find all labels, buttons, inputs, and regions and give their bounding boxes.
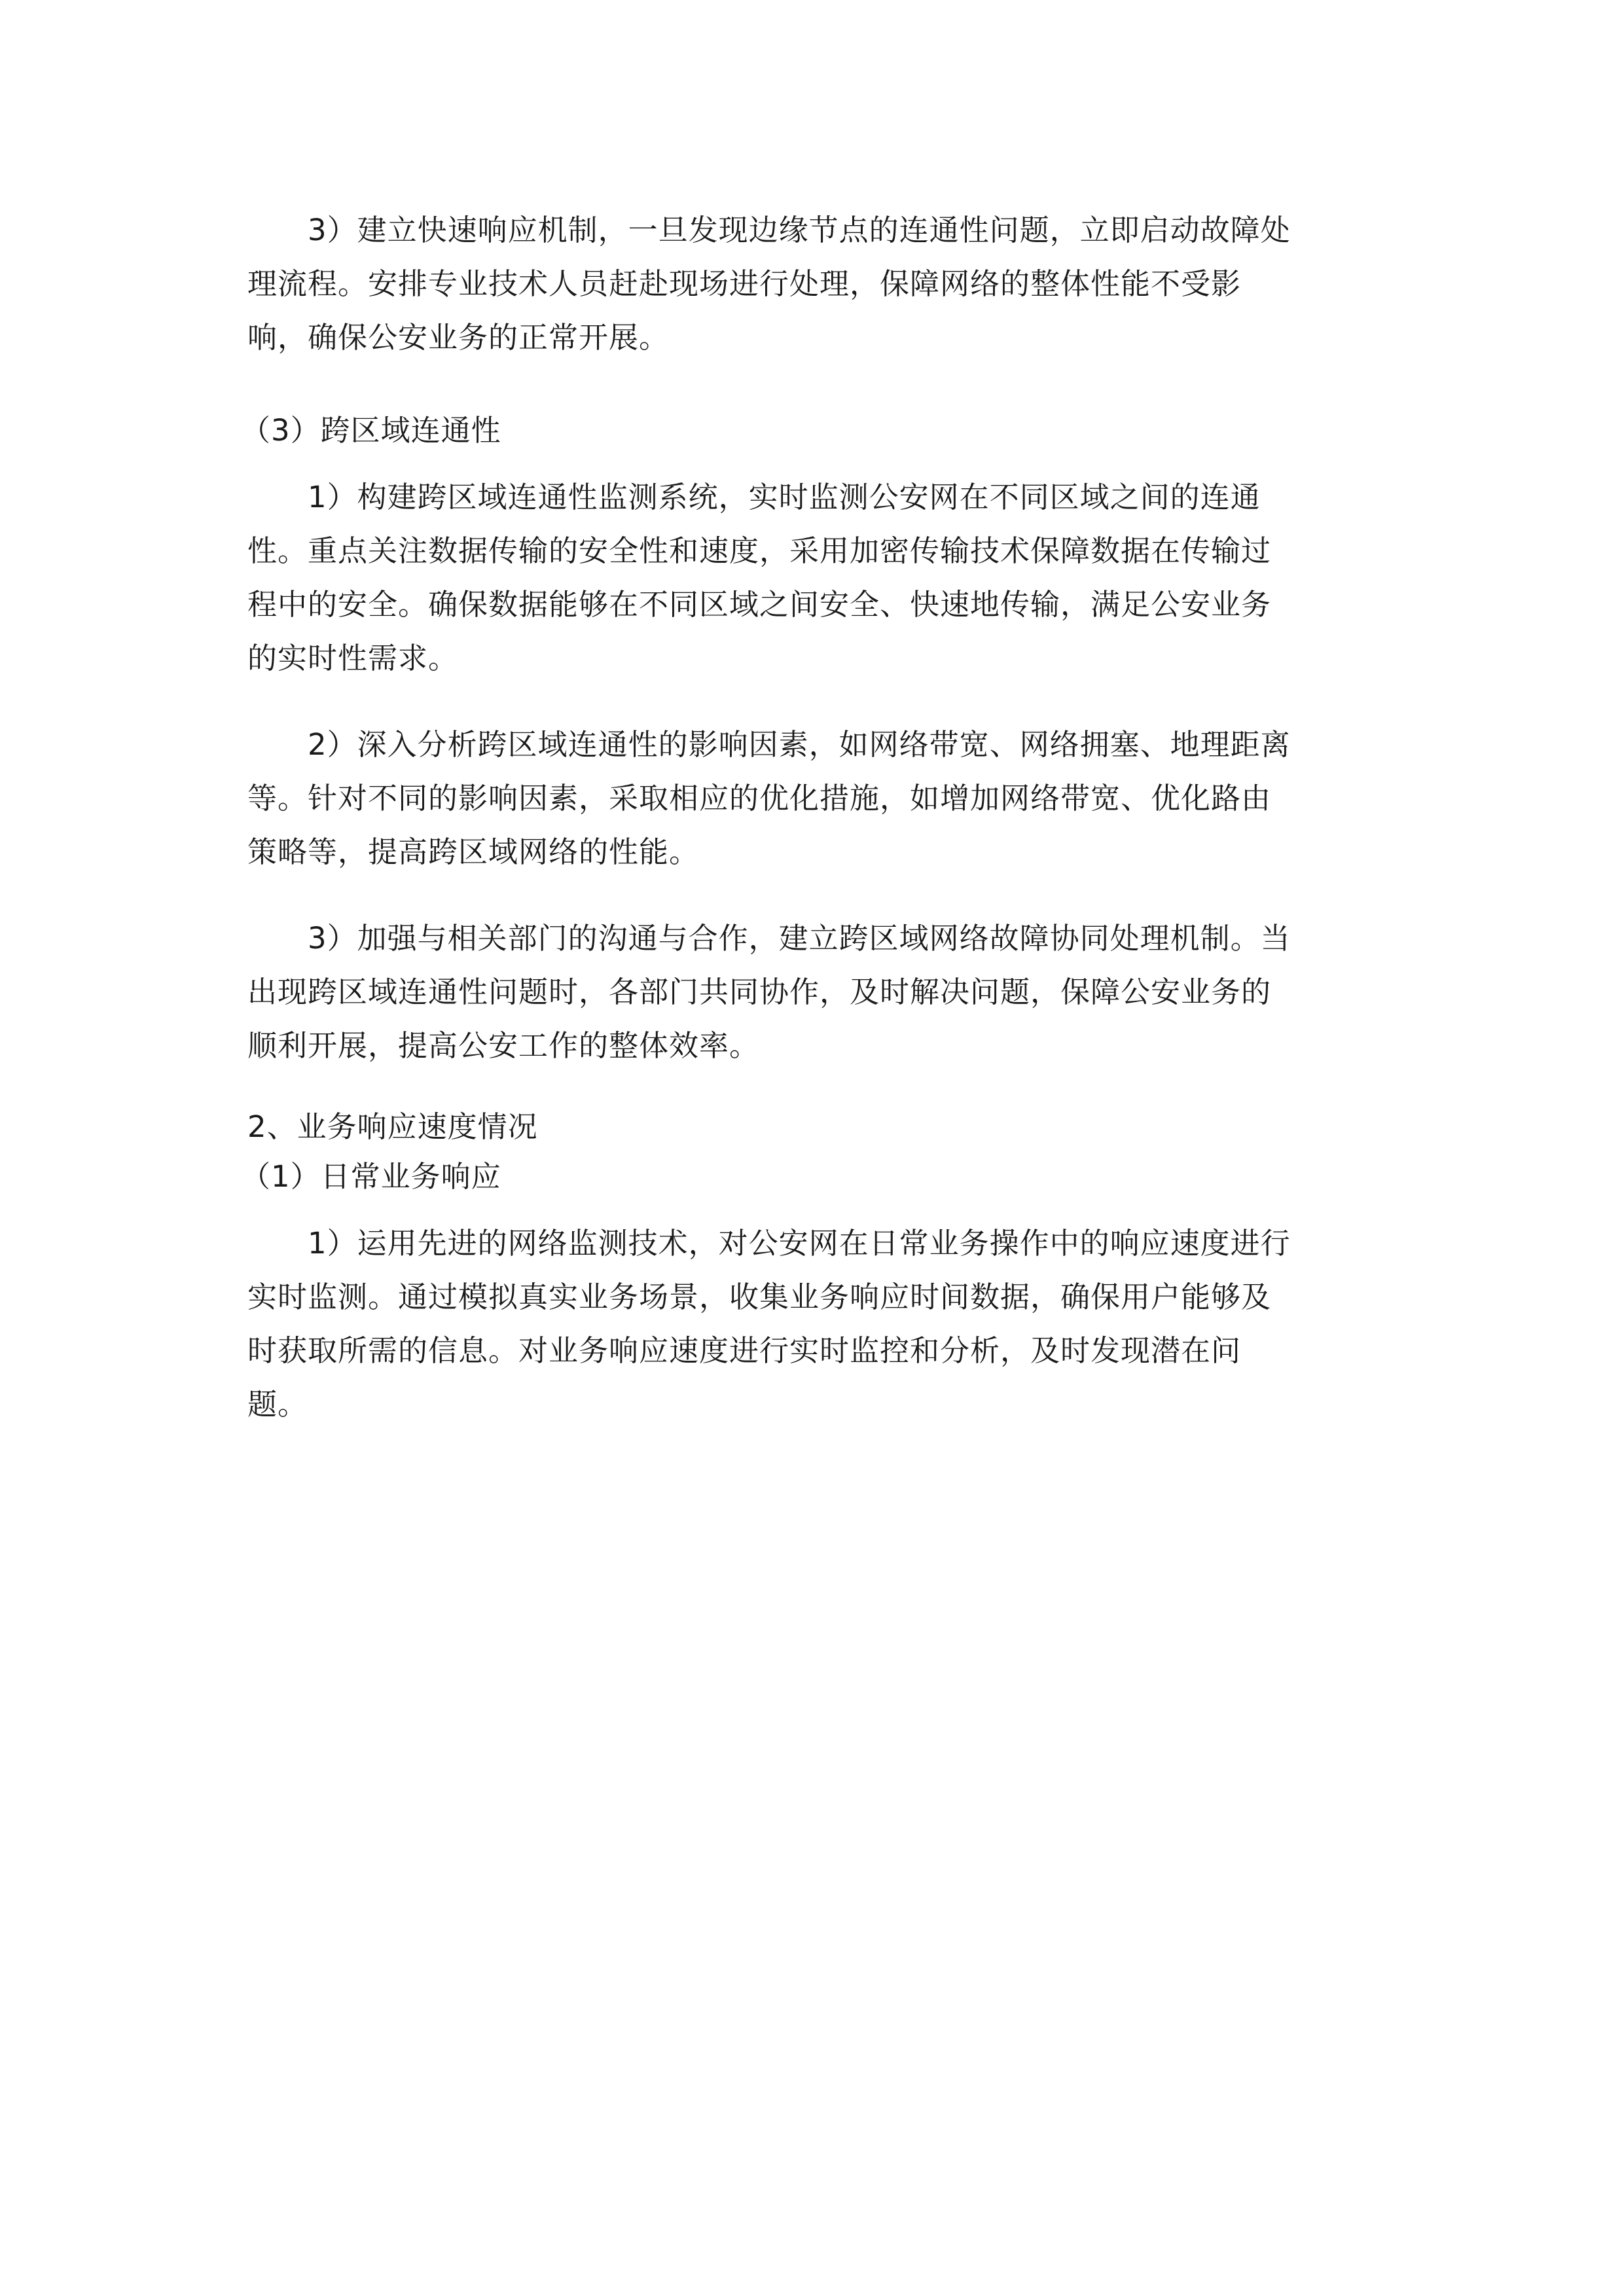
paragraph-line: 时获取所需的信息。对业务响应速度进行实时监控和分析，及时发现潜在问 — [247, 1333, 1242, 1368]
paragraph-line: 实时监测。通过模拟真实业务场景，收集业务响应时间数据，确保用户能够及 — [247, 1280, 1272, 1314]
paragraph-line: 3）建立快速响应机制，一旦发现边缘节点的连通性问题，立即启动故障处 — [308, 213, 1291, 247]
paragraph-line: 程中的安全。确保数据能够在不同区域之间安全、快速地传输，满足公安业务 — [247, 587, 1272, 622]
paragraph-line: 策略等，提高跨区域网络的性能。 — [247, 834, 700, 869]
section-heading: 2、业务响应速度情况 — [247, 1109, 538, 1144]
section-heading: （3）跨区域连通性 — [241, 413, 501, 448]
subsection-heading: （1）日常业务响应 — [241, 1159, 501, 1194]
paragraph-line: 等。针对不同的影响因素，采取相应的优化措施，如增加网络带宽、优化路由 — [247, 781, 1272, 816]
paragraph-line: 2）深入分析跨区域连通性的影响因素，如网络带宽、网络拥塞、地理距离 — [308, 727, 1291, 762]
paragraph-line: 题。 — [247, 1387, 308, 1422]
paragraph-line: 1）构建跨区域连通性监测系统，实时监测公安网在不同区域之间的连通 — [308, 480, 1261, 514]
paragraph-line: 顺利开展，提高公安工作的整体效率。 — [247, 1028, 760, 1063]
paragraph-line: 出现跨区域连通性问题时，各部门共同协作，及时解决问题，保障公安业务的 — [247, 975, 1272, 1009]
paragraph-line: 3）加强与相关部门的沟通与合作，建立跨区域网络故障协同处理机制。当 — [308, 921, 1291, 956]
paragraph-line: 的实时性需求。 — [247, 641, 459, 675]
paragraph-line: 性。重点关注数据传输的安全性和速度，采用加密传输技术保障数据在传输过 — [247, 533, 1272, 568]
paragraph-line: 理流程。安排专业技术人员赶赴现场进行处理，保障网络的整体性能不受影 — [247, 266, 1242, 301]
paragraph-line: 1）运用先进的网络监测技术，对公安网在日常业务操作中的响应速度进行 — [308, 1226, 1291, 1261]
paragraph-line: 响，确保公安业务的正常开展。 — [247, 320, 670, 355]
